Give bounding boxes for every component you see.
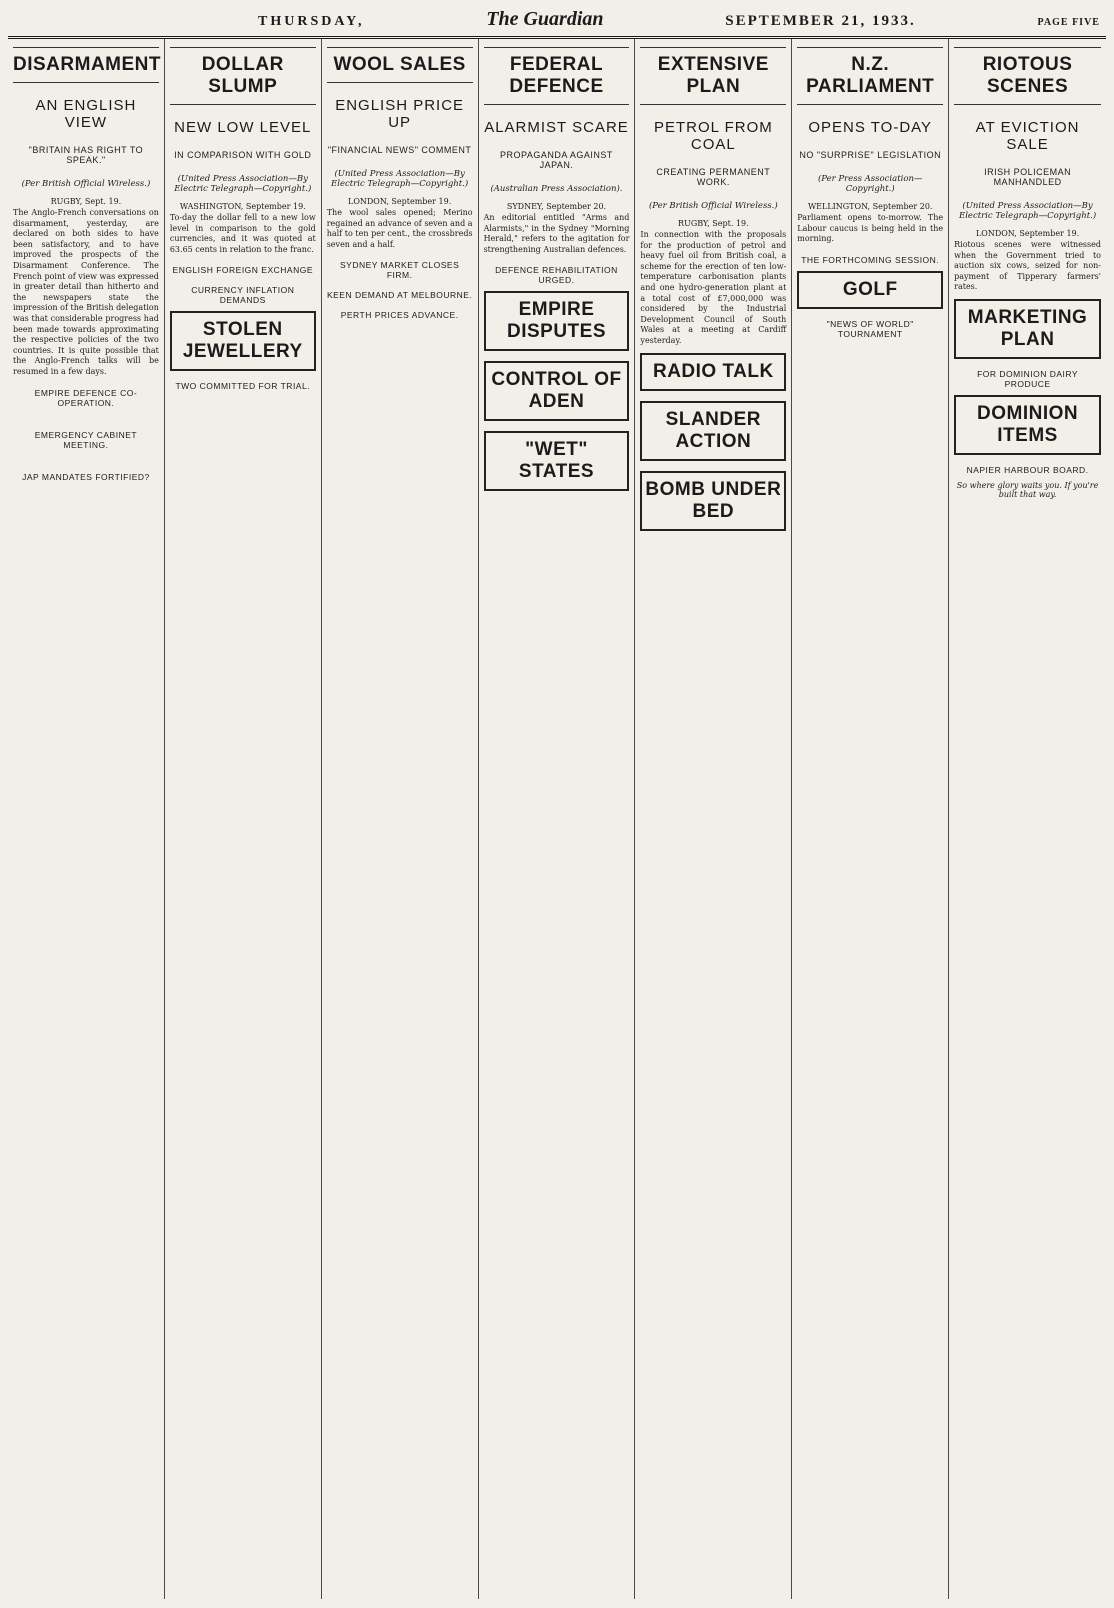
- wire-credit: (Per Press Association—Copyright.): [817, 174, 923, 194]
- column-federal-defence: [479, 39, 636, 1599]
- wire-credit: (United Press Association—By Electric Telegraph—Copyright.): [331, 169, 469, 189]
- subdeck: IN COMPARISON WITH GOLD: [174, 150, 312, 160]
- dateline: LONDON, September 19.: [975, 229, 1080, 238]
- subdeck: "FINANCIAL NEWS" COMMENT: [327, 145, 472, 155]
- section-heading: THE FORTHCOMING SESSION.: [801, 254, 940, 265]
- wire-credit: (United Press Association—By Electric Telegraph—Copyright.): [174, 174, 312, 194]
- headline: N.Z. PARLIAMENT: [797, 47, 943, 105]
- deck: AN ENGLISH VIEW: [35, 97, 137, 131]
- dateline: RUGBY, Sept. 19.: [50, 197, 122, 206]
- subdeck: PROPAGANDA AGAINST JAPAN.: [500, 150, 613, 170]
- headline: STOLEN JEWELLERY: [170, 311, 316, 371]
- section-heading: JAP MANDATES FORTIFIED?: [22, 471, 150, 482]
- headline: SLANDER ACTION: [640, 401, 786, 461]
- article-body: An editorial entitled "Arms and Alarmists," in the Sydney "Morning Herald," refers to the agitation for strengthening Australian defences.: [483, 213, 630, 254]
- masthead-title: The Guardian: [486, 8, 604, 30]
- section-heading: "NEWS OF WORLD" TOURNAMENT: [826, 318, 914, 339]
- article-body: In connection with the proposals for the production of petrol and heavy fuel oil from British coal, a scheme for the erection of ten low-temperature carbonisation plants and one hydro-generation plant at a total cost of £7,000,000 was considered by the Industrial Development Council of South Wales at a meeting at Cardiff yesterday.: [640, 230, 787, 345]
- masthead-day: THURSDAY,: [258, 14, 365, 29]
- wire-credit: (United Press Association—By Electric Telegraph—Copyright.): [958, 201, 1097, 221]
- section-heading: FOR DOMINION DAIRY PRODUCE: [977, 368, 1079, 389]
- column-riotous-scenes: [949, 39, 1106, 1599]
- subdeck: NO "SURPRISE" LEGISLATION: [799, 150, 942, 160]
- section-heading: EMPIRE DEFENCE CO-OPERATION.: [34, 387, 138, 408]
- section-heading: DEFENCE REHABILITATION URGED.: [495, 265, 618, 286]
- article-body: To-day the dollar fell to a new low level in comparison to the gold currencies, and it was quoted at 63.65 cents in relation to the franc.: [169, 213, 316, 254]
- headline: "WET" STATES: [484, 431, 630, 491]
- dateline: LONDON, September 19.: [348, 197, 452, 206]
- masthead-date: SEPTEMBER 21, 1933.: [725, 13, 916, 29]
- headline: BOMB UNDER BED: [640, 471, 786, 531]
- advertisement: So where glory waits you. If you're built that way.: [956, 480, 1099, 499]
- dateline: WELLINGTON, September 20.: [807, 202, 933, 211]
- article-body: The wool sales opened; Merino regained an advance of seven and a half to ten per cent., the crossbreds seven and a half.: [326, 208, 473, 249]
- headline: RADIO TALK: [640, 353, 786, 391]
- section-heading: SYDNEY MARKET CLOSES FIRM.: [339, 260, 460, 281]
- column-extensive-plan: [635, 39, 792, 1599]
- deck: NEW LOW LEVEL: [174, 119, 312, 136]
- headline: MARKETING PLAN: [954, 299, 1101, 359]
- column-wool-sales: [322, 39, 479, 1599]
- article-columns: [8, 39, 1106, 1599]
- headline: DISARMAMENT: [13, 47, 159, 83]
- headline: DOMINION ITEMS: [954, 395, 1101, 455]
- article-body: The Anglo-French conversations on disarmament, yesterday, are declared on both sides to have been satisfactory, and to have improved the prospects of the Disarmament Conference. The French point of view was expressed in greater detail than hitherto and the newspapers state the impression of the British delegation was that considerable progress had been made towards approximating the respective policies of the two countries. It is quite possible that the Anglo-French talks will be resumed in a few days.: [13, 208, 159, 376]
- deck: OPENS TO-DAY: [808, 119, 933, 136]
- section-heading: KEEN DEMAND AT MELBOURNE.: [326, 290, 473, 301]
- section-heading: ENGLISH FOREIGN EXCHANGE: [172, 265, 313, 276]
- column-dollar-slump: [165, 39, 322, 1599]
- article-body: Parliament opens to-morrow. The Labour caucus is being held in the morning.: [797, 213, 944, 244]
- wire-credit: (Per British Official Wireless.): [648, 201, 778, 211]
- masthead: [8, 8, 1106, 34]
- headline: RIOTOUS SCENES: [954, 47, 1101, 105]
- dateline: WASHINGTON, September 19.: [179, 202, 306, 211]
- subdeck: IRISH POLICEMAN MANHANDLED: [984, 167, 1072, 187]
- dateline: SYDNEY, September 20.: [506, 202, 607, 211]
- headline: EXTENSIVE PLAN: [640, 47, 786, 105]
- deck: ENGLISH PRICE UP: [335, 97, 465, 131]
- headline: DOLLAR SLUMP: [170, 47, 316, 105]
- section-heading: CURRENCY INFLATION DEMANDS: [191, 285, 295, 306]
- deck: AT EVICTION SALE: [975, 119, 1080, 153]
- headline: CONTROL OF ADEN: [484, 361, 630, 421]
- wire-credit: (Australian Press Association).: [490, 184, 623, 194]
- column-nz-parliament: [792, 39, 949, 1599]
- deck: TWO COMMITTED FOR TRIAL.: [175, 381, 311, 392]
- article-body: Riotous scenes were witnessed when the Government tried to auction six cows, seized for non-payment of Tipperary farmers' rates.: [954, 240, 1101, 292]
- dateline: RUGBY, Sept. 19.: [678, 219, 749, 228]
- subdeck: CREATING PERMANENT WORK.: [656, 167, 771, 187]
- deck: ALARMIST SCARE: [484, 119, 629, 136]
- deck: PETROL FROM COAL: [653, 119, 773, 153]
- headline: WOOL SALES: [327, 47, 473, 83]
- subdeck: "BRITAIN HAS RIGHT TO SPEAK.": [28, 145, 144, 165]
- section-heading: EMERGENCY CABINET MEETING.: [34, 429, 138, 450]
- wire-credit: (Per British Official Wireless.): [21, 179, 151, 189]
- section-heading: NAPIER HARBOUR BOARD.: [966, 464, 1089, 475]
- column-disarmament: [8, 39, 165, 1599]
- masthead-page-number: PAGE FIVE: [1037, 17, 1100, 28]
- headline: GOLF: [797, 271, 943, 309]
- headline: FEDERAL DEFENCE: [484, 47, 630, 105]
- headline: EMPIRE DISPUTES: [484, 291, 630, 351]
- section-heading: PERTH PRICES ADVANCE.: [340, 310, 459, 321]
